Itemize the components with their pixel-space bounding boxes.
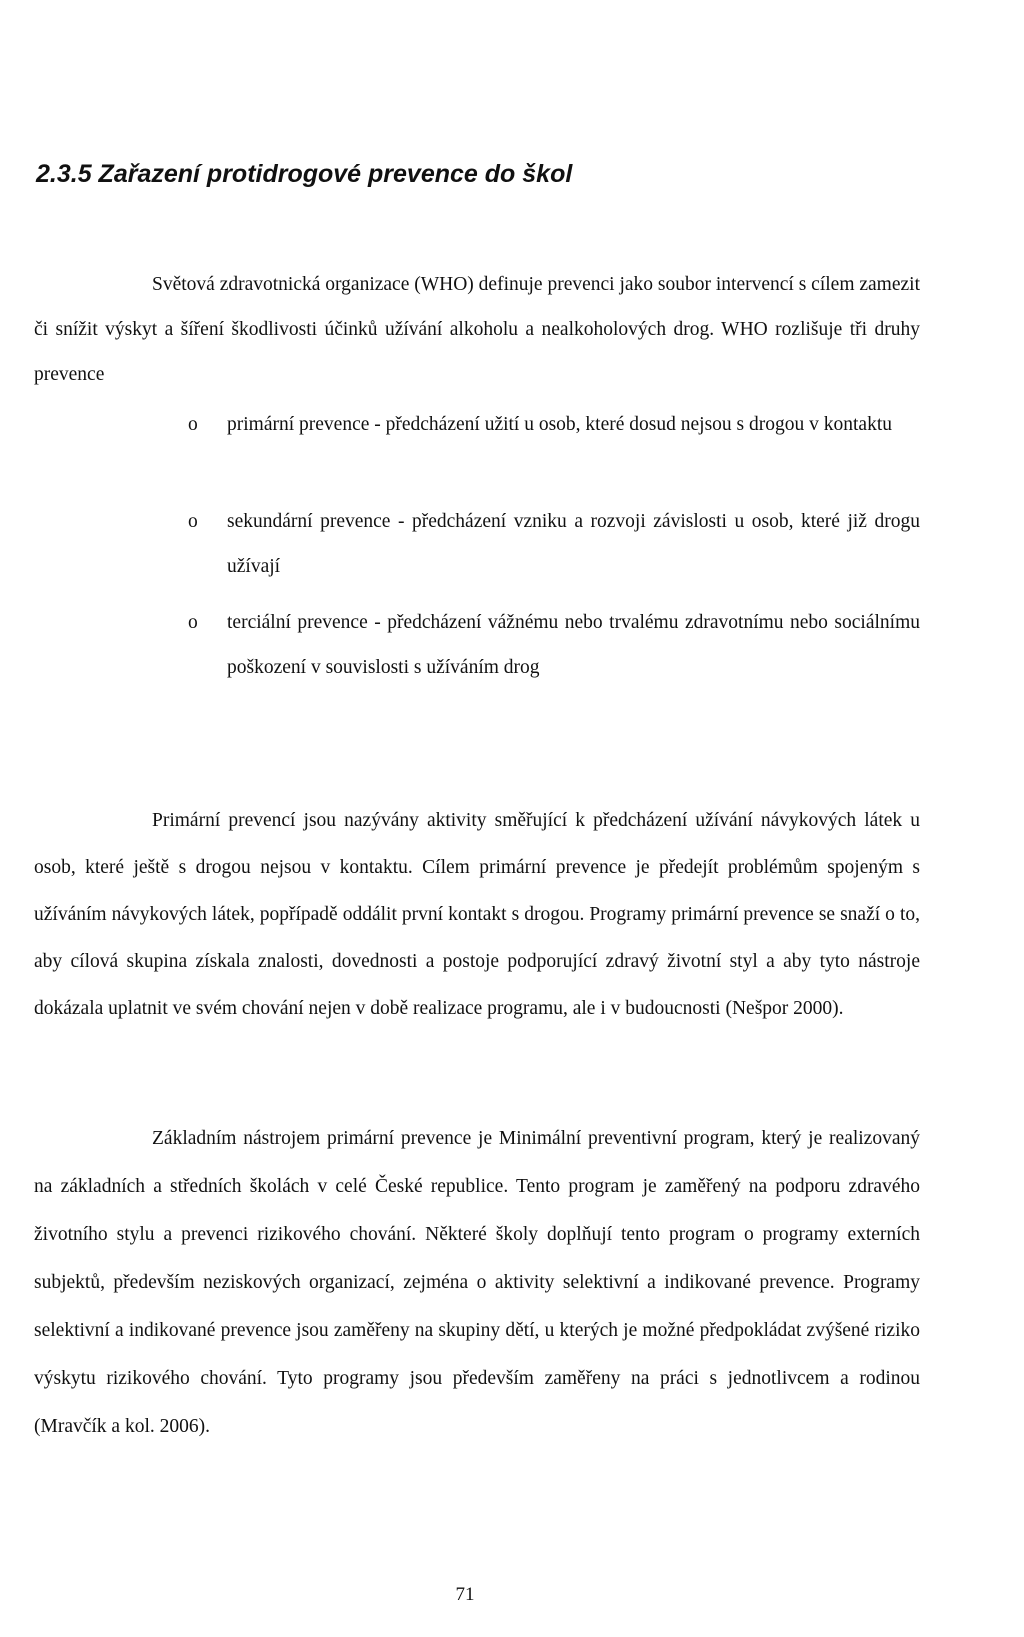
section-heading: 2.3.5 Zařazení protidrogové prevence do škol: [36, 160, 573, 188]
primary-prevention-paragraph: Primární prevencí jsou nazývány aktivity směřující k předcházení užívání návykových látek u osob, které ještě s drogou nejsou v kontaktu. Cílem primární prevence je předejít problémům spojeným s užíváním návykových látek, popřípadě oddálit první kontakt s drogou. Programy primární prevence se snaží o to, aby cílová skupina získala znalosti, dovednosti a postoje podporující zdravý životní styl a aby tyto nástroje dokázala uplatnit ve svém chování nejen v době realizace programu, ale i v budoucnosti (Nešpor 2000).: [34, 810, 920, 1019]
list-bullet: o: [188, 612, 198, 633]
intro-paragraph: Světová zdravotnická organizace (WHO) definuje prevenci jako soubor intervencí s cílem zamezit či snížit výskyt a šíření škodlivosti účinků užívání alkoholu a nealkoholových drog. WHO rozlišuje tři druhy prevence: [34, 274, 920, 385]
prevention-program-paragraph: Základním nástrojem primární prevence je Minimální preventivní program, který je realizovaný na základních a středních školách v celé České republice. Tento program je zaměřený na podporu zdravého životního stylu a prevenci rizikového chování. Některé školy doplňují tento program o programy externích subjektů, především neziskových organizací, zejména o aktivity selektivní a indikované prevence. Programy selektivní a indikované prevence jsou zaměřeny na skupiny dětí, u kterých je možné předpokládat zvýšené riziko výskytu rizikového chování. Tyto programy jsou především zaměřeny na práci s jednotlivcem a rodinou (Mravčík a kol. 2006).: [34, 1128, 920, 1437]
page-number: 71: [455, 1584, 475, 1605]
list-item-text: terciální prevence - předcházení vážnému nebo trvalému zdravotnímu nebo sociálnímu poškození v souvislosti s užíváním drog: [227, 612, 920, 678]
list-bullet: o: [188, 511, 198, 532]
list-item-text: sekundární prevence - předcházení vzniku a rozvoji závislosti u osob, které již drogu užívají: [227, 511, 920, 577]
list-bullet: o: [188, 414, 198, 435]
list-item-text: primární prevence - předcházení užití u osob, které dosud nejsou s drogou v kontaktu: [227, 414, 892, 435]
